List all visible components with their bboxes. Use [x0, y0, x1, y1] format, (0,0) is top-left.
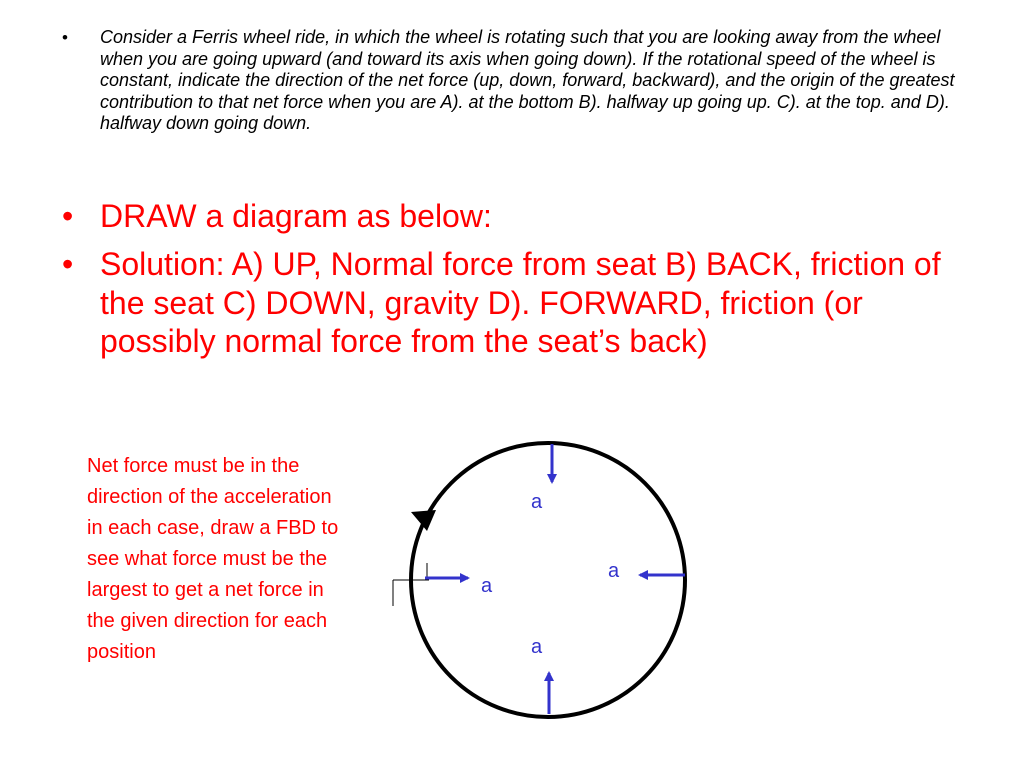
solution-text: Solution: A) UP, Normal force from seat B) BACK, friction of the seat C) DOWN, gravity D). FORWARD, friction (or possibly normal force from the seat’s back) — [100, 246, 941, 359]
intro-bullet — [62, 27, 962, 135]
draw-instruction-text: DRAW a diagram as below: — [100, 198, 492, 234]
bottom-accel-label: a — [531, 636, 543, 658]
side-note-text: Net force must be in the direction of the acceleration in each case, draw a FBD to see what force must be the largest to get a net force in the given direction for each position — [87, 455, 339, 663]
draw-bullet — [62, 197, 962, 236]
bullet-marker: • — [62, 198, 74, 234]
seat-marker — [393, 563, 429, 606]
left-accel-label: a — [481, 575, 493, 597]
rotation-arrow-icon — [411, 510, 436, 531]
right-accel-label: a — [608, 560, 620, 582]
bullet-marker: • — [62, 246, 74, 282]
bullet-marker: • — [62, 28, 68, 47]
top-accel-label: a — [531, 491, 543, 513]
solution-bullet — [62, 245, 962, 361]
intro-text: Consider a Ferris wheel ride, in which the wheel is rotating such that you are looking away from the wheel when you are going upward (and toward its axis when going down). If the rotational speed of the wheel is constant, indicate the direction of the net force (up, down, forward, backward), and the origin of the greatest contribution to that net force when you are A). at the bottom B). halfway up going up. C). at the top. and D). halfway down going down. — [100, 27, 955, 133]
wheel-circle — [411, 443, 685, 717]
